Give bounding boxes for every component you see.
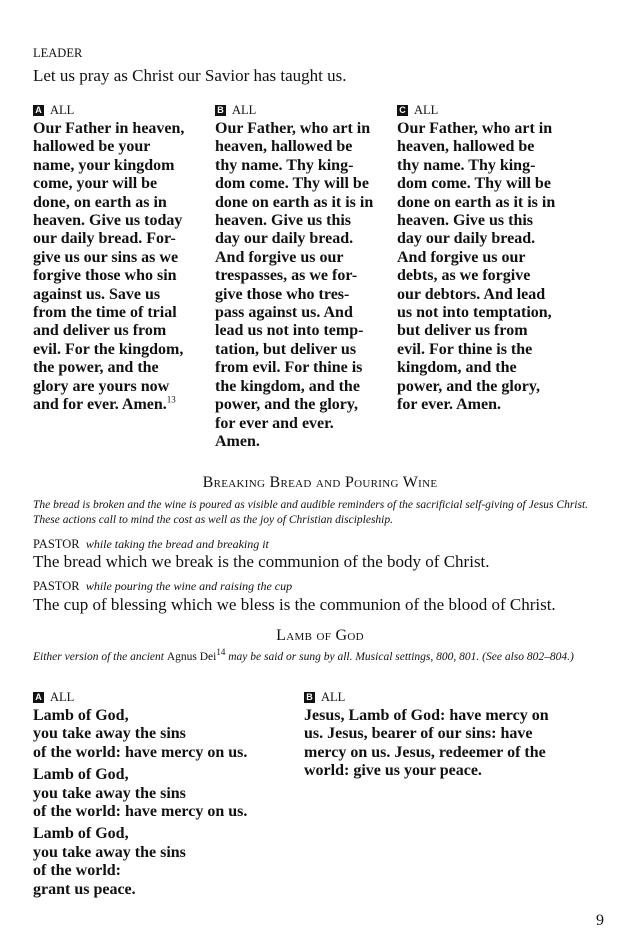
lords-prayer-version-b bbox=[215, 103, 393, 451]
prayer-text-body: Our Father in heaven, hallowed be your name, your kingdom come, your will be done, on earth as in heaven. Give us today our daily bread. For- give us our sins as we forgive those who sin against us. Save us from the time of trial and deliver us from evil. For the kingdom, the power, and the glory are yours now and for ever. Amen. bbox=[33, 120, 185, 414]
role-all: ALL bbox=[50, 690, 75, 704]
prayer-text: Our Father, who art in heaven, hallowed be thy name. Thy king- dom come. Thy will be done on earth as it is in heaven. Give us this day our daily bread. And forgive us our debts, as we forgive our debtors. And lead us not into temptation, but deliver us from evil. For thine is the kingdom, and the power, and the glory, for ever. Amen. bbox=[397, 120, 556, 414]
role-all: ALL bbox=[232, 103, 257, 117]
badge-a-icon: A bbox=[33, 105, 44, 116]
lamb-stanza: Lamb of God, you take away the sins of the world: grant us peace. bbox=[33, 825, 186, 898]
version-b-label bbox=[215, 103, 393, 117]
pastor-role: PASTOR bbox=[33, 579, 80, 593]
rubric-text: may be said or sung by all. Musical settings, 800, 801. (See also 802–804.) bbox=[225, 651, 574, 663]
pastor-cup-role-line bbox=[33, 579, 292, 593]
lamb-stanza: Lamb of God, you take away the sins of the world: have mercy on us. bbox=[33, 766, 248, 821]
role-all: ALL bbox=[321, 690, 346, 704]
badge-b-icon: B bbox=[215, 105, 226, 116]
role-all: ALL bbox=[414, 103, 439, 117]
prayer-text: Our Father, who art in heaven, hallowed be thy name. Thy king- dom come. Thy will be done on earth as it is in heaven. Give us this day our daily bread. And forgive us our trespasses, as we for- give those who tres- pass against us. And lead us not into temp- tation, but deliver us from evil. For thine is the kingdom, and the power, and the glory, for ever and ever. Amen. bbox=[215, 120, 374, 450]
lamb-text: Jesus, Lamb of God: have mercy on us. Jesus, bearer of our sins: have mercy on us. Jesus, redeemer of the world: give us your peace. bbox=[304, 707, 549, 780]
rubric-lamb-of-god bbox=[33, 647, 608, 665]
lamb-stanza: Lamb of God, you take away the sins of the world: have mercy on us. bbox=[33, 707, 248, 761]
version-c-label bbox=[397, 103, 575, 117]
bread-words: The bread which we break is the communion of the body of Christ. bbox=[33, 552, 490, 571]
leader-text: Let us pray as Christ our Savior has taught us. bbox=[33, 66, 347, 85]
version-b-label bbox=[304, 690, 574, 704]
badge-b-icon: B bbox=[304, 692, 315, 703]
footnote-marker: 13 bbox=[166, 394, 176, 405]
pastor-role: PASTOR bbox=[33, 537, 80, 551]
badge-a-icon: A bbox=[33, 692, 44, 703]
section-heading-lamb-of-god: Lamb of God bbox=[276, 627, 364, 644]
pastor-bread-role-line bbox=[33, 537, 269, 551]
lords-prayer-version-a bbox=[33, 103, 208, 415]
prayer-text bbox=[33, 120, 208, 415]
section-heading-breaking-bread: Breaking Bread and Pouring Wine bbox=[202, 474, 438, 491]
leader-role: LEADER bbox=[33, 46, 83, 60]
role-all: ALL bbox=[50, 103, 75, 117]
cup-words: The cup of blessing which we bless is the communion of the blood of Christ. bbox=[33, 595, 556, 614]
pastor-direction: while pouring the wine and raising the cup bbox=[85, 579, 293, 593]
rubric-breaking-bread: The bread is broken and the wine is poured as visible and audible reminders of the sacrificial self-giving of Jesus Christ. These actions call to mind the cost as well as the joy of Christian discipleship. bbox=[33, 499, 589, 526]
lamb-of-god-version-b bbox=[304, 690, 574, 781]
badge-c-icon: C bbox=[397, 105, 408, 116]
lamb-of-god-version-a bbox=[33, 690, 293, 899]
footnote-marker: 14 bbox=[216, 647, 226, 658]
pastor-direction: while taking the bread and breaking it bbox=[85, 537, 269, 551]
rubric-text: Either version of the ancient bbox=[33, 651, 167, 663]
version-a-label bbox=[33, 690, 293, 704]
lords-prayer-version-c bbox=[397, 103, 575, 415]
agnus-dei-term: Agnus Dei bbox=[166, 651, 217, 663]
version-a-label bbox=[33, 103, 208, 117]
page-number: 9 bbox=[596, 912, 604, 929]
